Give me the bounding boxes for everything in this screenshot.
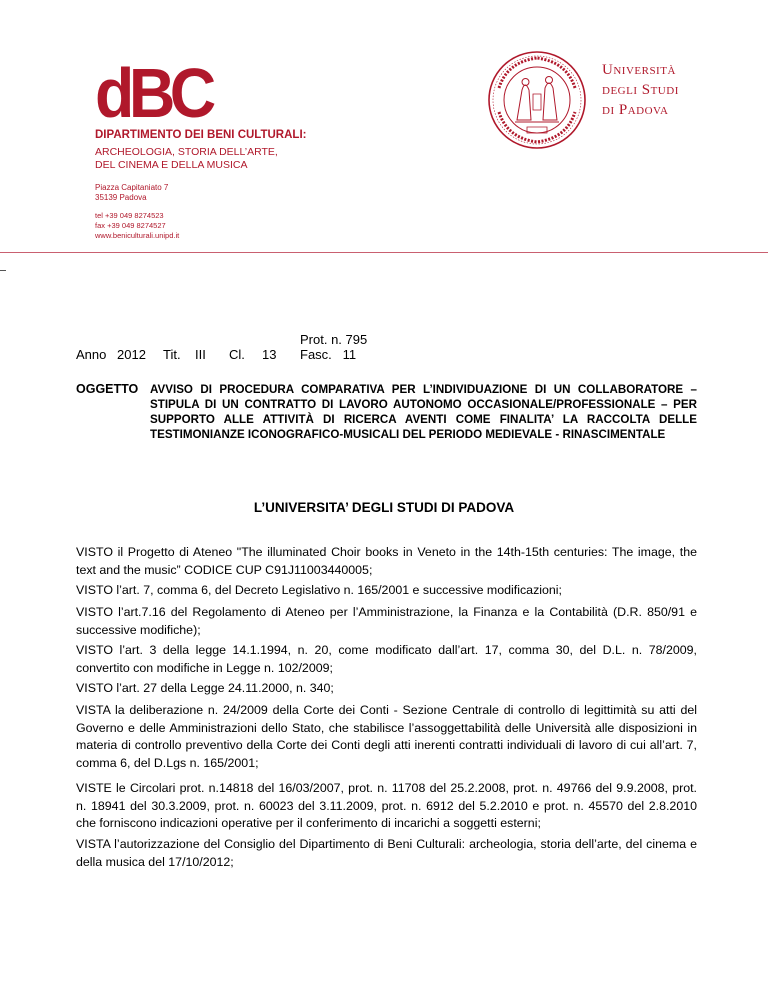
paragraph: VISTO l’art. 27 della Legge 24.11.2000, n. 340;	[76, 681, 334, 695]
anno-label: Anno	[76, 347, 107, 362]
phone-number: tel +39 049 8274523	[95, 211, 164, 220]
department-subtitle-line: ARCHEOLOGIA, STORIA DELL’ARTE,	[95, 146, 278, 158]
titolo-label: Tit.	[163, 347, 181, 362]
paragraph: VISTA la deliberazione n. 24/2009 della Corte dei Conti - Sezione Centrale di controllo di legittimità su atti del Governo e delle Amministrazioni dello Stato, che stabilisce l’assoggettabilità delle Università alle disposizioni in materia di controllo preventivo della Corte dei Conti degli atti inerenti contratti individuali di lavoro di cui all’art. 7, comma 6, del D.Lgs n. 165/2001;	[76, 703, 697, 770]
university-name-line: Università	[602, 62, 676, 78]
dbc-logo: dBC	[95, 54, 211, 132]
contact-info	[95, 211, 179, 241]
address-line: Piazza Capitaniato 7	[95, 183, 169, 192]
titolo-value: III	[195, 347, 206, 362]
university-name	[602, 60, 679, 120]
fascicolo: Fasc. 11	[300, 347, 357, 362]
university-name-line: di Padova	[602, 102, 669, 118]
paragraph: VISTO l’art. 7, comma 6, del Decreto Legislativo n. 165/2001 e successive modificazioni;	[76, 583, 562, 597]
classe-label: Cl.	[229, 347, 245, 362]
department-subtitle-line: DEL CINEMA E DELLA MUSICA	[95, 159, 248, 171]
margin-mark	[0, 270, 6, 271]
fax-number: fax +39 049 8274527	[95, 221, 166, 230]
website: www.beniculturali.unipd.it	[95, 231, 180, 240]
university-seal-icon	[487, 50, 587, 150]
paragraph: VISTO l’art.7.16 del Regolamento di Ateneo per l’Amministrazione, la Finanza e la Contabilità (D.R. 850/91 e successive modifiche);	[76, 605, 697, 637]
anno-value: 2012	[117, 347, 146, 362]
protocol-number: Prot. n. 795	[300, 332, 368, 347]
subject-text: AVVISO DI PROCEDURA COMPARATIVA PER L’INDIVIDUAZIONE DI UN COLLABORATORE – STIPULA DI UN CONTRATTO DI LAVORO AUTONOMO OCCASIONALE/PROFESSIONALE – PER SUPPORTO ALLE ATTIVITÀ DI RICERCA AVENTI COME FINALITA’ LA RACCOLTA DELLE TESTIMONIANZE ICONOGRAFICO-MUSICALI DEL PERIODO MEDIEVALE - RINASCIMENTALE	[150, 383, 697, 441]
header-divider	[0, 252, 768, 253]
department-title: DIPARTIMENTO DEI BENI CULTURALI:	[95, 129, 307, 141]
paragraph: VISTO il Progetto di Ateneo "The illuminated Choir books in Veneto in the 14th-15th centuries: The image, the text and the music” CODICE CUP C91J11003440005;	[76, 545, 697, 577]
subject-label: OGGETTO	[76, 382, 139, 396]
paragraph: VISTE le Circolari prot. n.14818 del 16/03/2007, prot. n. 11708 del 25.2.2008, prot. n. 49766 del 9.9.2008, prot. n. 18941 del 30.3.2009, prot. n. 60023 del 3.11.2009, prot. n. 6912 del 5.2.2010 e prot. n. 45570 del 2.8.2010 che forniscono indicazioni operative per il conferimento di incarichi a soggetti esterni;	[76, 781, 697, 830]
department-subtitle	[95, 146, 278, 172]
document-heading: L’UNIVERSITA’ DEGLI STUDI DI PADOVA	[253, 500, 515, 515]
address-line: 35139 Padova	[95, 193, 147, 202]
address	[95, 183, 168, 203]
classe-value: 13	[262, 347, 277, 362]
paragraph: VISTO l’art. 3 della legge 14.1.1994, n. 20, come modificato dall’art. 17, comma 30, del D.L. n. 78/2009, convertito con modifiche in Legge n. 102/2009;	[76, 643, 697, 675]
university-name-line: degli Studi	[602, 82, 679, 98]
paragraph: VISTA l’autorizzazione del Consiglio del Dipartimento di Beni Culturali: archeologia, storia dell’arte, del cinema e della musica del 17/10/2012;	[76, 837, 697, 869]
